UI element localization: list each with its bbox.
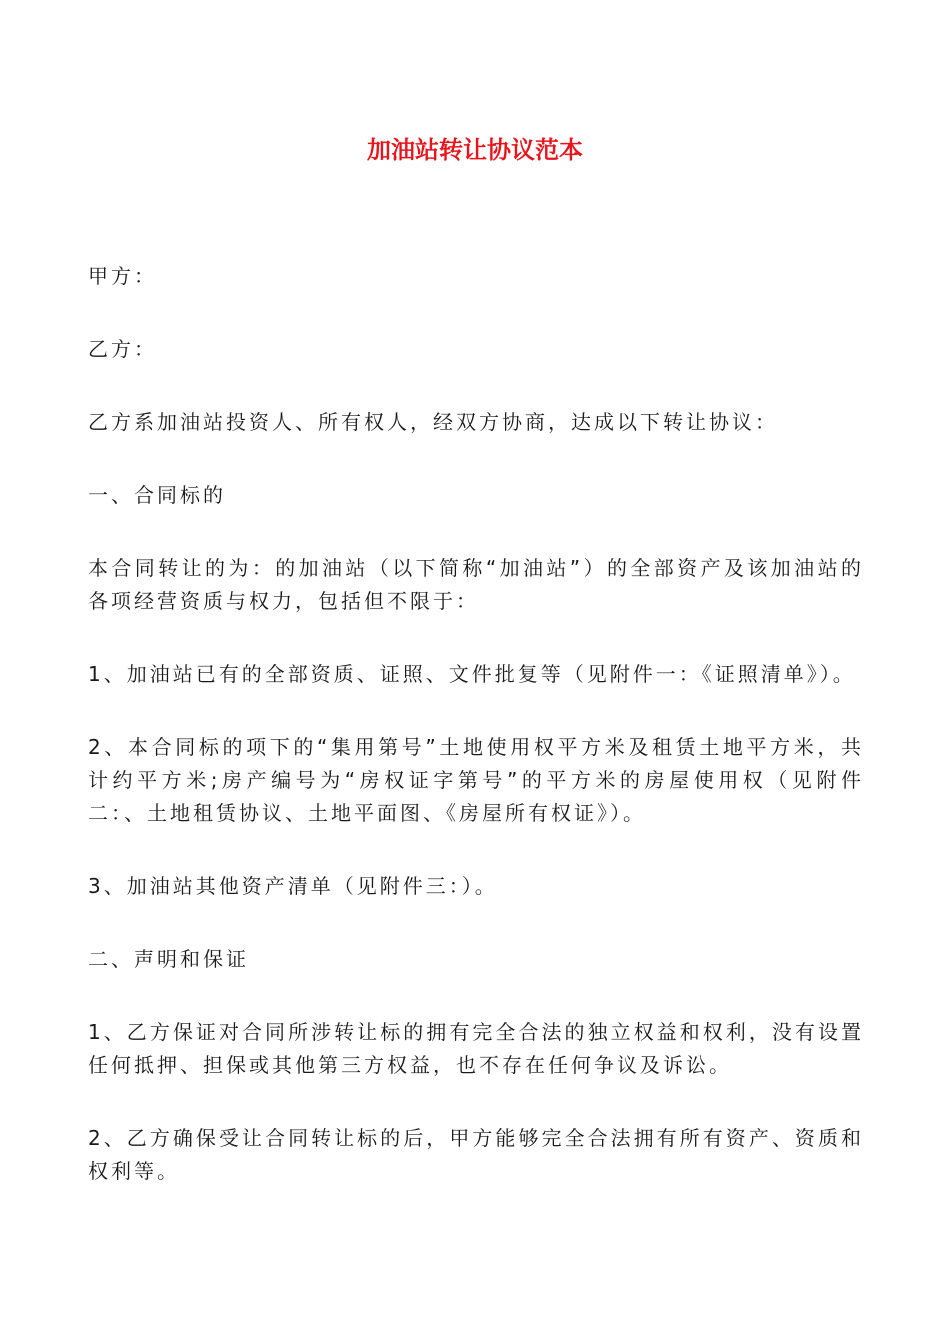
party-b-line: 乙方： [88,337,157,361]
warranty-item-2: 2、乙方确保受让合同转让标的后，甲方能够完全合法拥有所有资产、资质和权利等。 [88,1126,864,1183]
document-body [88,260,864,1228]
subject-item-2: 2、本合同标的项下的“集用第号”土地使用权平方米及租赁土地平方米，共计约平方米;房产编号为“房权证字第号”的平方米的房屋使用权（见附件二：、土地租赁协议、土地平面图、《房屋所有权证》）。 [88,735,864,825]
party-a-line: 甲方： [88,264,157,288]
warranty-item-1: 1、乙方保证对合同所涉转让标的拥有完全合法的独立权益和权利，没有设置任何抵押、担保或其他第三方权益，也不存在任何争议及诉讼。 [88,1020,864,1077]
document-title: 加油站转让协议范本 [367,136,583,164]
section-heading-warranty: 二、声明和保证 [88,947,249,971]
subject-item-1: 1、加油站已有的全部资质、证照、文件批复等（见附件一：《证照清单》）。 [88,662,856,686]
intro-paragraph: 乙方系加油站投资人、所有权人，经双方协商，达成以下转让协议： [88,410,778,434]
subject-paragraph: 本合同转让的为：的加油站（以下简称“加油站”）的全部资产及该加油站的各项经营资质与权力，包括但不限于： [88,556,864,613]
subject-item-3: 3、加油站其他资产清单（见附件三：）。 [88,874,498,898]
section-heading-subject: 一、合同标的 [88,483,226,507]
